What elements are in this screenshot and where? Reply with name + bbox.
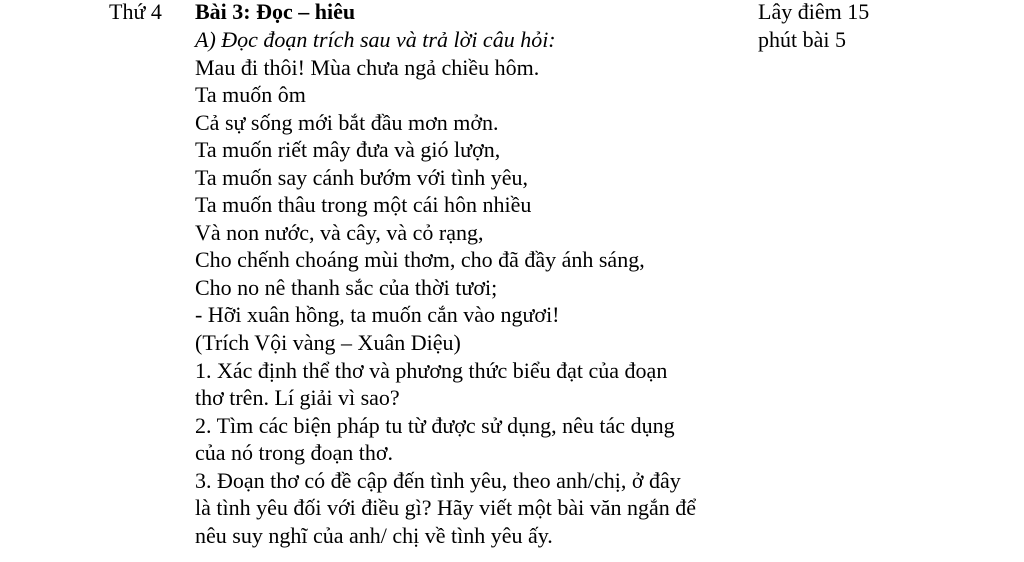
side-note-line-2: phút bài 5 [758, 26, 846, 52]
poem-line: Và non nước, và cây, và cỏ rạng, [195, 219, 484, 245]
question-line: là tình yêu đối với điều gì? Hãy viết một bài văn ngắn để [195, 495, 697, 521]
poem-line: Mau đi thôi! Mùa chưa ngả chiều hôm. [195, 54, 540, 80]
poem-line: Ta muốn riết mây đưa và gió lượn, [195, 137, 501, 163]
question-line: 3. Đoạn thơ có đề cập đến tình yêu, theo anh/chị, ở đây [195, 467, 681, 493]
poem-excerpt [195, 54, 696, 329]
poem-line: Cả sự sống mới bắt đầu mơn mởn. [195, 109, 499, 135]
poem-line: Ta muốn ôm [195, 82, 306, 108]
poem-source: (Trích Vội vàng – Xuân Diệu) [195, 330, 461, 356]
poem-line: Cho no nê thanh sắc của thời tươi; [195, 274, 498, 300]
day-label: Thứ 4 [109, 0, 162, 24]
side-note [758, 0, 869, 53]
side-note-line-1: Lây điêm 15 [758, 0, 870, 24]
document-body [195, 26, 696, 549]
question-line: 1. Xác định thể thơ và phương thức biểu đạt của đoạn [195, 357, 668, 383]
question-line: nêu suy nghĩ của anh/ chị về tình yêu ấy. [195, 522, 553, 548]
poem-line: Cho chếnh choáng mùi thơm, cho đã đầy ánh sáng, [195, 247, 645, 273]
question-line: của nó trong đoạn thơ. [195, 440, 393, 466]
question-line: thơ trên. Lí giải vì sao? [195, 385, 400, 411]
poem-line: Ta muốn say cánh bướm với tình yêu, [195, 164, 529, 190]
section-a-instruction: A) Đọc đoạn trích sau và trả lời câu hỏi: [195, 27, 556, 52]
poem-line: - Hỡi xuân hồng, ta muốn cắn vào ngươi! [195, 302, 560, 328]
poem-line: Ta muốn thâu trong một cái hôn nhiều [195, 192, 532, 218]
question-list [195, 357, 696, 550]
question-line: 2. Tìm các biện pháp tu từ được sử dụng, nêu tác dụng [195, 412, 675, 438]
exercise-heading: Bài 3: Đọc – hiêu [195, 0, 356, 24]
